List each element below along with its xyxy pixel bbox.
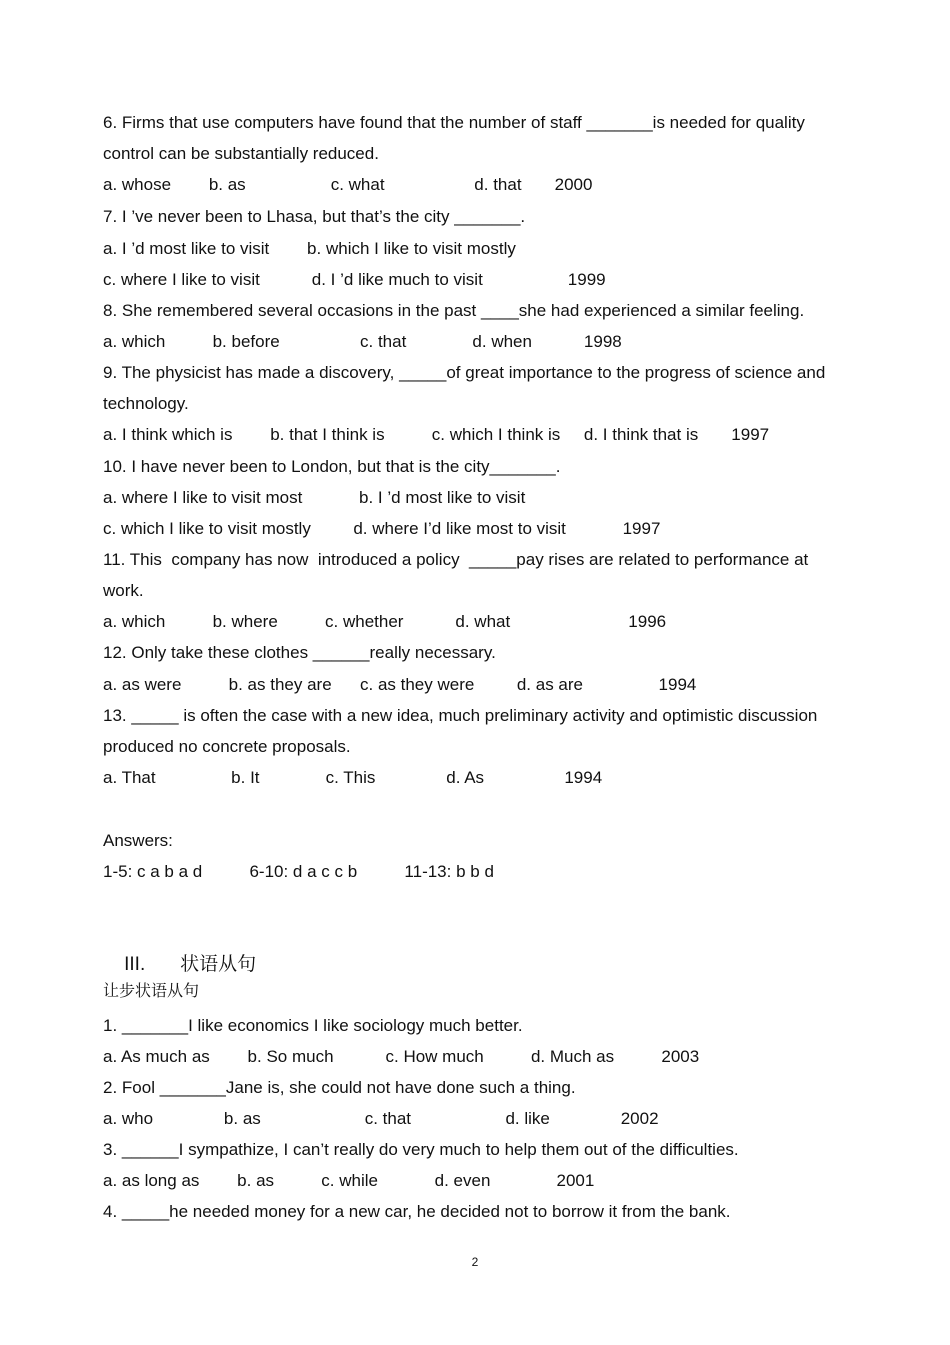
question-8-options: a. which b. before c. that d. when 1998 (103, 332, 622, 351)
question-7-options-ab: a. I ’d most like to visit b. which I like to visit mostly (103, 239, 516, 258)
concession-question-1-stem: 1. _______I like economics I like sociology much better. (103, 1016, 523, 1035)
concession-question-2-options: a. who b. as c. that d. like 2002 (103, 1109, 659, 1128)
question-13-options: a. That b. It c. This d. As 1994 (103, 768, 603, 787)
question-6-stem-cont: control can be substantially reduced. (103, 144, 379, 163)
question-13-stem-cont: produced no concrete proposals. (103, 737, 351, 756)
question-11-options: a. which b. where c. whether d. what 1996 (103, 612, 667, 631)
concession-question-2-stem: 2. Fool _______Jane is, she could not have done such a thing. (103, 1078, 576, 1097)
question-10-stem: 10. I have never been to London, but that is the city_______. (103, 457, 561, 476)
question-6-stem: 6. Firms that use computers have found that the number of staff _______is needed for quality (103, 113, 805, 132)
question-10-options-ab: a. where I like to visit most b. I ’d most like to visit (103, 488, 526, 507)
question-9-stem-cont: technology. (103, 394, 189, 413)
concession-question-3-stem: 3. ______I sympathize, I can’t really do very much to help them out of the difficulties. (103, 1140, 739, 1159)
question-9-stem: 9. The physicist has made a discovery, _____of great importance to the progress of science and (103, 363, 826, 382)
concession-question-3-options: a. as long as b. as c. while d. even 2001 (103, 1171, 595, 1190)
page-number: 2 (471, 1255, 479, 1269)
concession-question-4-stem: 4. _____he needed money for a new car, he decided not to borrow it from the bank. (103, 1202, 731, 1221)
question-9-options: a. I think which is b. that I think is c. which I think is d. I think that is 1997 (103, 425, 770, 444)
answers-label: Answers: (103, 831, 173, 850)
question-7-options-cd: c. where I like to visit d. I ’d like much to visit 1999 (103, 270, 606, 289)
answers-list: 1-5: c a b a d 6-10: d a c c b 11-13: b b d (103, 862, 494, 881)
question-11-stem: 11. This company has now introduced a policy _____pay rises are related to performance at (103, 550, 809, 569)
section-number: III. (124, 954, 146, 975)
question-7-stem: 7. I ’ve never been to Lhasa, but that’s the city _______. (103, 207, 526, 226)
question-12-options: a. as were b. as they are c. as they were d. as are 1994 (103, 675, 697, 694)
concession-question-1-options: a. As much as b. So much c. How much d. Much as 2003 (103, 1047, 700, 1066)
section-title: 状语从句 (180, 953, 257, 975)
question-8-stem: 8. She remembered several occasions in the past ____she had experienced a similar feeling. (103, 301, 805, 320)
subsection-heading: 让步状语从句 (103, 981, 200, 1000)
question-10-options-cd: c. which I like to visit mostly d. where I’d like most to visit 1997 (103, 519, 661, 538)
question-11-stem-cont: work. (103, 581, 144, 600)
question-12-stem: 12. Only take these clothes ______really necessary. (103, 643, 496, 662)
question-13-stem: 13. _____ is often the case with a new idea, much preliminary activity and optimistic discussion (103, 706, 818, 725)
question-6-options: a. whose b. as c. what d. that 2000 (103, 175, 593, 194)
